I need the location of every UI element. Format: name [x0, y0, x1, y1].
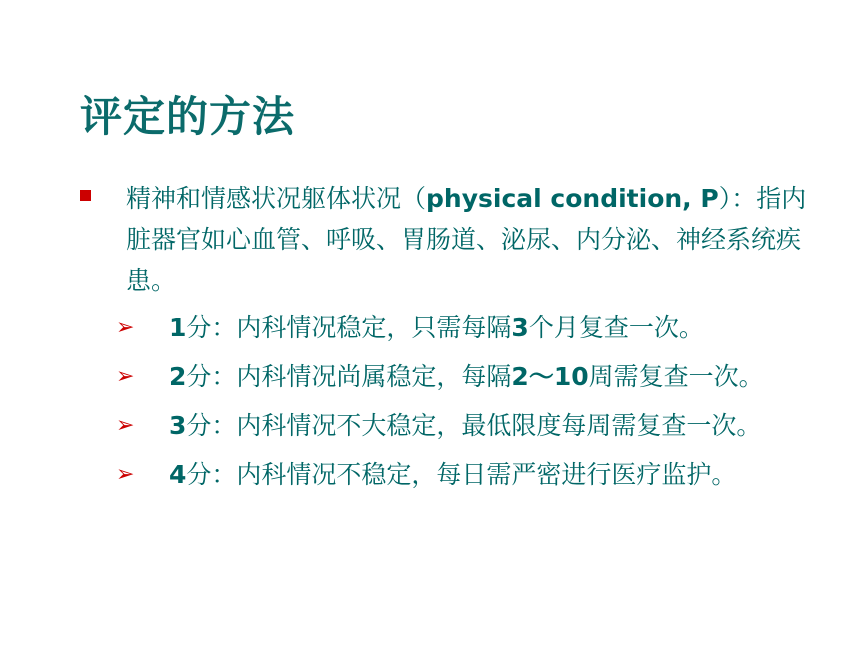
score-number: 3 [511, 313, 529, 342]
arrow-bullet-icon: ➢ [116, 315, 135, 340]
score-value: 4 [169, 460, 187, 489]
score-text: 分：内科情况不大稳定，最低限度每周需复查一次。 [186, 411, 762, 440]
score-tail: 个月复查一次。 [528, 313, 704, 342]
score-item-2 [116, 358, 816, 396]
score-tail: 周需复查一次。 [588, 362, 764, 391]
score-value: 1 [169, 313, 187, 342]
main-bullet-item [80, 178, 820, 301]
score-value: 2 [169, 362, 187, 391]
score-text: 分：内科情况不稳定，每日需严密进行医疗监护。 [186, 460, 737, 489]
score-item-3 [116, 407, 816, 445]
arrow-bullet-icon: ➢ [116, 364, 135, 389]
score-item-1 [116, 309, 816, 347]
score-value: 3 [169, 411, 187, 440]
main-bullet-text [126, 178, 816, 301]
slide-title: 评定的方法 [80, 92, 296, 141]
square-bullet-icon [80, 190, 91, 201]
score-list [116, 309, 816, 505]
score-text: 分：内科情况稳定，只需每隔 [186, 313, 512, 342]
main-rest: ）：指内脏器官如心血管、呼吸、胃肠道、泌尿、内分泌、神经系统疾患。 [126, 184, 807, 295]
score-text: 分：内科情况尚属稳定，每隔 [186, 362, 512, 391]
score-number: 2～10 [511, 362, 589, 391]
main-lead: 精神和情感状况躯体状况（ [126, 184, 427, 213]
main-english: physical condition, P [426, 184, 719, 213]
arrow-bullet-icon: ➢ [116, 413, 135, 438]
arrow-bullet-icon: ➢ [116, 462, 135, 487]
score-item-4 [116, 456, 816, 494]
